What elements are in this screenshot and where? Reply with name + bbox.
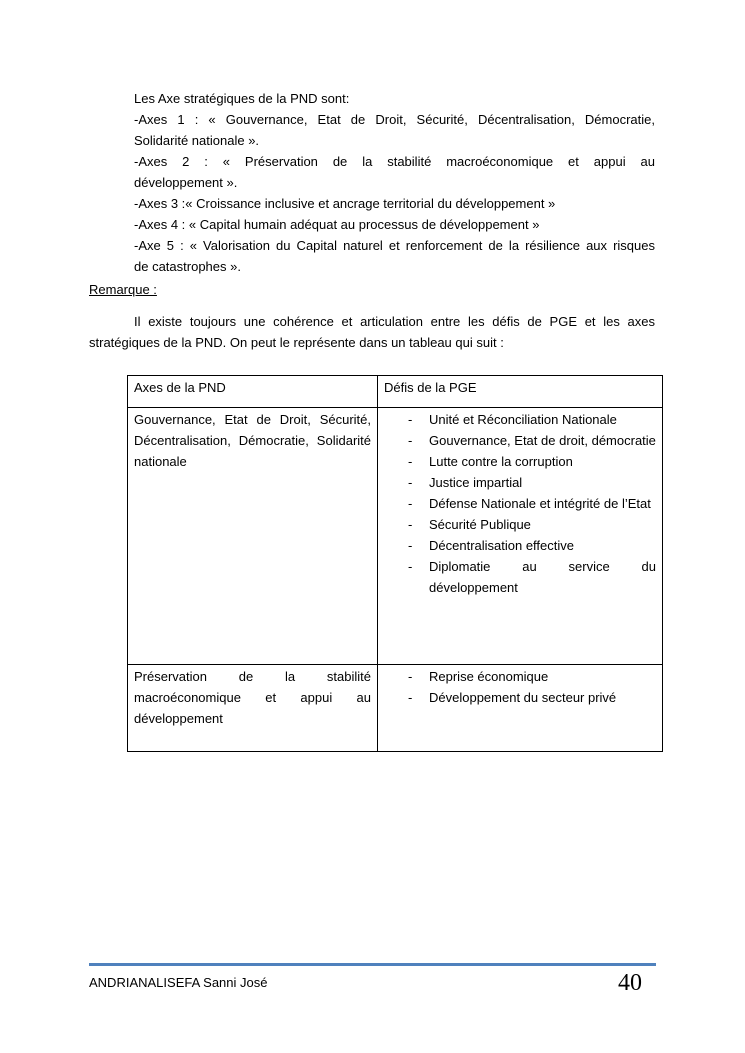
axes-defis-table — [127, 375, 663, 752]
table-row — [128, 408, 663, 665]
header-defis-pge: Défis de la PGE — [378, 376, 663, 408]
list-item: - Justice impartial — [384, 472, 656, 493]
list-item: - Lutte contre la corruption — [384, 451, 656, 472]
footer-rule — [89, 963, 656, 966]
table-header-row — [128, 376, 663, 408]
remarque-heading: Remarque : — [89, 282, 157, 297]
row1-defis-cell — [378, 408, 663, 665]
row2-defis-cell — [378, 665, 663, 752]
list-item: - Unité et Réconciliation Nationale — [384, 409, 656, 430]
axe-5-line-1: -Axe 5 : « Valorisation du Capital naturel et renforcement de la résilience aux risques — [134, 238, 655, 253]
list-item: - Développement du secteur privé — [384, 687, 656, 708]
paragraph-line-1: Il existe toujours une cohérence et articulation entre les défis de PGE et les axes — [134, 314, 655, 329]
list-item: - Défense Nationale et intégrité de l’Etat — [384, 493, 656, 514]
list-item: - Sécurité Publique — [384, 514, 656, 535]
intro-line: Les Axe stratégiques de la PND sont: — [134, 91, 350, 106]
axe-2-line-1: -Axes 2 : « Préservation de la stabilité macroéconomique et appui au — [134, 154, 655, 169]
axe-1-line-1: -Axes 1 : « Gouvernance, Etat de Droit, Sécurité, Décentralisation, Démocratie, — [134, 112, 655, 127]
footer-author: ANDRIANALISEFA Sanni José — [89, 975, 268, 990]
axe-1-line-2: Solidarité nationale ». — [134, 133, 260, 148]
axe-4-line: -Axes 4 : « Capital humain adéquat au processus de développement » — [134, 217, 540, 232]
row1-defis-list — [384, 409, 656, 598]
header-axes-pnd: Axes de la PND — [128, 376, 378, 408]
row2-axe-cell: Préservation de la stabilité macroéconomique et appui au développement — [128, 665, 378, 752]
list-item: - Décentralisation effective — [384, 535, 656, 556]
axe-2-line-2: développement ». — [134, 175, 238, 190]
axe-3-line: -Axes 3 :« Croissance inclusive et ancrage territorial du développement » — [134, 196, 556, 211]
row2-defis-list — [384, 666, 656, 708]
row1-axe-cell: Gouvernance, Etat de Droit, Sécurité, Décentralisation, Démocratie, Solidarité nationale — [128, 408, 378, 665]
list-item: - Reprise économique — [384, 666, 656, 687]
list-item: - Gouvernance, Etat de droit, démocratie — [384, 430, 656, 451]
axe-5-line-2: de catastrophes ». — [134, 259, 241, 274]
page-number: 40 — [618, 970, 642, 996]
paragraph-line-2: stratégiques de la PND. On peut le représente dans un tableau qui suit : — [89, 335, 504, 350]
table-row — [128, 665, 663, 752]
list-item: - Diplomatie au service du développement — [384, 556, 656, 598]
